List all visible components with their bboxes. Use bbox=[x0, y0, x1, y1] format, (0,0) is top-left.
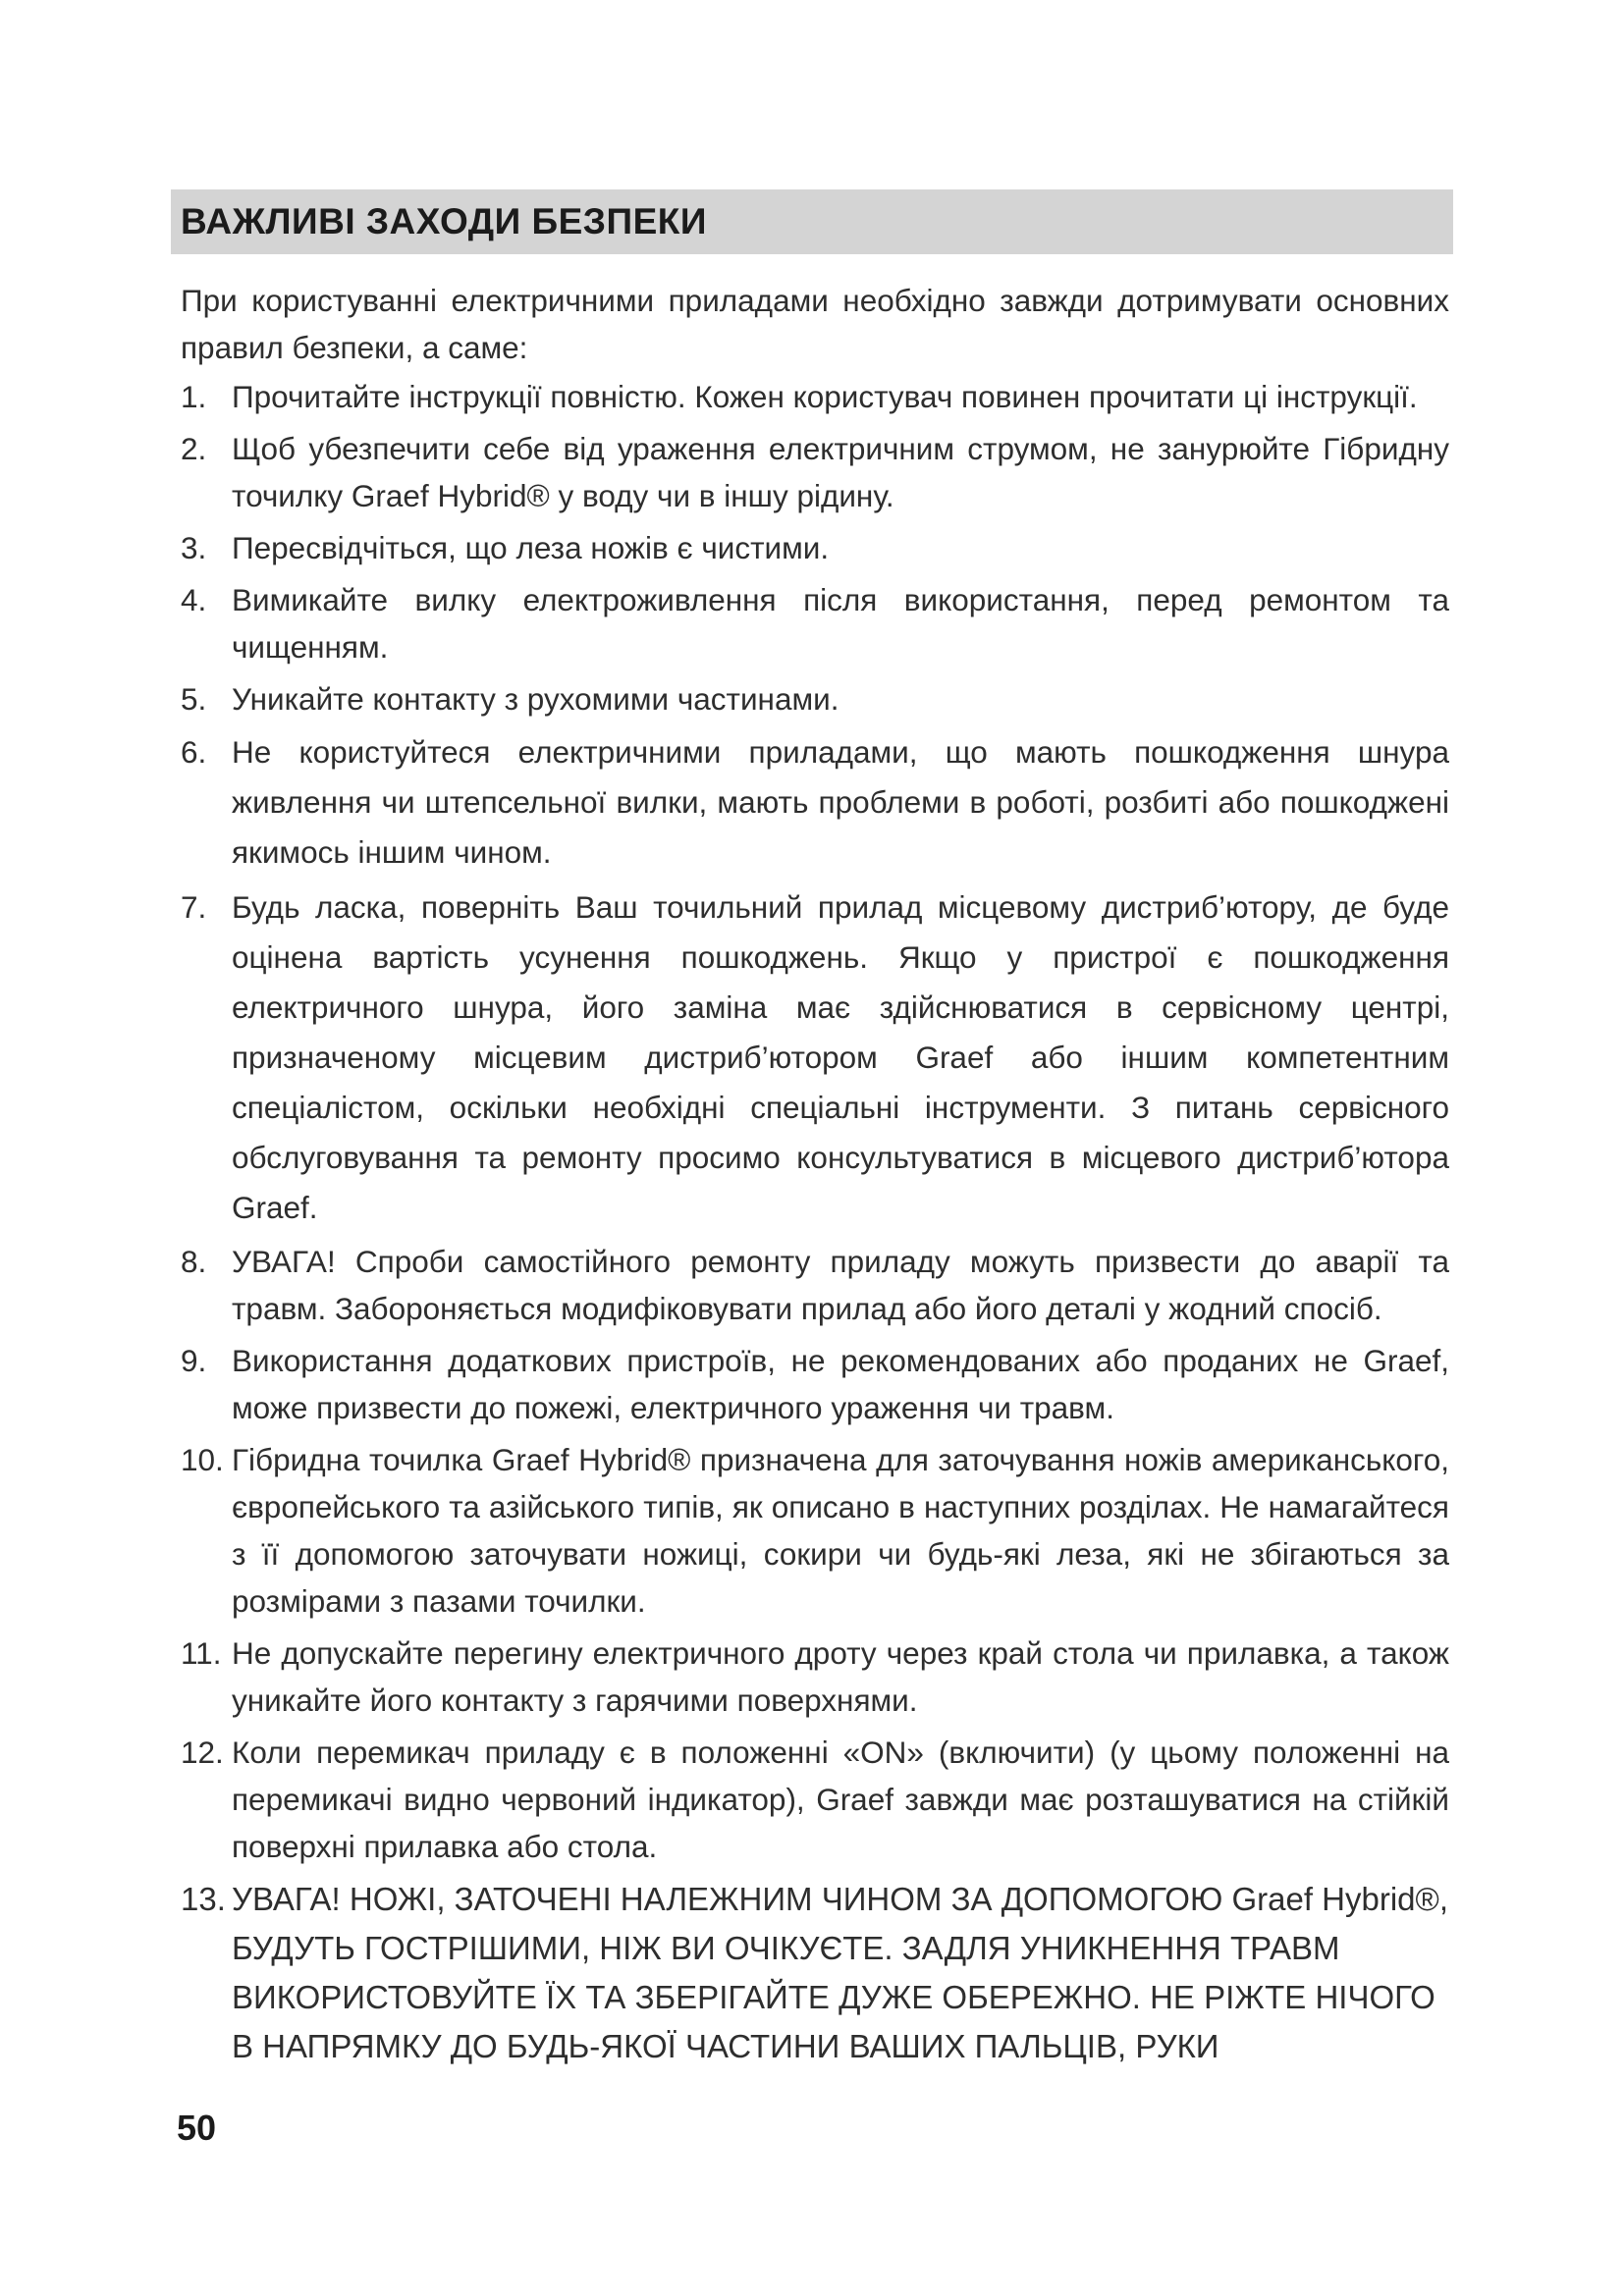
list-item bbox=[181, 576, 1449, 670]
list-item bbox=[181, 1238, 1449, 1332]
item-number: 11. bbox=[181, 1635, 222, 1671]
list-item bbox=[181, 425, 1449, 519]
section-heading-bar bbox=[171, 189, 1453, 254]
list-item bbox=[181, 882, 1449, 1233]
safety-content bbox=[181, 277, 1449, 2076]
list-item bbox=[181, 1337, 1449, 1431]
item-number: 6. bbox=[181, 734, 207, 770]
page-number: 50 bbox=[177, 2108, 217, 2148]
list-item bbox=[181, 675, 1449, 722]
item-text: Не користуйтеся електричними приладами, що мають пошкодження шнура живлення чи штепсельної вилки, мають проблеми в роботі, розбиті або пошкоджені якимось іншим чином. bbox=[232, 734, 1449, 870]
item-number: 5. bbox=[181, 681, 207, 717]
item-number: 12. bbox=[181, 1735, 224, 1770]
safety-rules-list bbox=[181, 373, 1449, 2071]
item-text: Будь ласка, поверніть Ваш точильний прилад місцевому дистриб’ютору, де буде оцінена вартість усунення пошкоджень. Якщо у пристрої є пошкодження електричного шнура, його заміна має здійснюватися в сервісному центрі, призначеному місцевим дистриб’ютором Graef або іншим компетентним спеціалістом, оскільки необхідні спеціальні інструменти. З питань сервісного обслуговування та ремонту просимо консультуватися в місцевого дистриб’ютора Graef. bbox=[232, 889, 1449, 1225]
item-number: 13. bbox=[181, 1881, 226, 1917]
item-text: Не допускайте перегину електричного дроту через край стола чи прилавка, а також уникайте його контакту з гарячими поверхнями. bbox=[232, 1635, 1449, 1718]
item-text: Використання додаткових пристроїв, не рекомендованих або проданих не Graef, може призвести до пожежі, електричного ураження чи травм. bbox=[232, 1343, 1449, 1425]
item-text: Коли перемикач приладу є в положенні «ON» (включити) (у цьому положенні на перемикачі видно червоний індикатор), Graef завжди має розташуватися на стійкій поверхні прилавка або стола. bbox=[232, 1735, 1449, 1864]
item-number: 2. bbox=[181, 431, 207, 466]
item-number: 7. bbox=[181, 889, 207, 925]
item-text: Уникайте контакту з рухомими частинами. bbox=[232, 681, 839, 717]
item-number: 3. bbox=[181, 530, 207, 565]
section-heading: ВАЖЛИВІ ЗАХОДИ БЕЗПЕКИ bbox=[181, 201, 707, 241]
item-number: 1. bbox=[181, 379, 207, 414]
item-text: УВАГА! Спроби самостійного ремонту приладу можуть призвести до аварії та травм. Забороняється модифіковувати прилад або його деталі у жодний спосіб. bbox=[232, 1244, 1449, 1326]
item-text: УВАГА! НОЖІ, ЗАТОЧЕНІ НАЛЕЖНИМ ЧИНОМ ЗА ДОПОМОГОЮ Graef Hybrid®, БУДУТЬ ГОСТРІШИМИ, НІЖ ВИ ОЧІКУЄТЕ. ЗАДЛЯ УНИКНЕННЯ ТРАВМ ВИКОРИСТОВУЙТЕ ЇХ ТА ЗБЕРІГАЙТЕ ДУЖЕ ОБЕРЕЖНО. НЕ РІЖТЕ НІЧОГО В НАПРЯМКУ ДО БУДЬ-ЯКОЇ ЧАСТИНИ ВАШИХ ПАЛЬЦІВ, РУКИ bbox=[232, 1881, 1448, 2064]
item-number: 10. bbox=[181, 1442, 224, 1477]
item-text: Пересвідчіться, що леза ножів є чистими. bbox=[232, 530, 830, 565]
list-item bbox=[181, 1875, 1449, 2071]
item-number: 8. bbox=[181, 1244, 207, 1279]
item-number: 4. bbox=[181, 582, 207, 617]
item-number: 9. bbox=[181, 1343, 207, 1378]
list-item bbox=[181, 373, 1449, 420]
list-item bbox=[181, 727, 1449, 878]
item-text: Щоб убезпечити себе від ураження електричним струмом, не занурюйте Гібридну точилку Graef Hybrid® у воду чи в іншу рідину. bbox=[232, 431, 1449, 513]
intro-paragraph: При користуванні електричними приладами необхідно завжди дотримувати основних правил безпеки, а саме: bbox=[181, 283, 1449, 365]
list-item bbox=[181, 524, 1449, 571]
list-item bbox=[181, 1629, 1449, 1724]
list-item bbox=[181, 1729, 1449, 1870]
item-text: Гібридна точилка Graef Hybrid® призначена для заточування ножів американського, європейського та азійського типів, як описано в наступних розділах. Не намагайтеся з її допомогою заточувати ножиці, сокири чи будь-які леза, які не збігаються за розмірами з пазами точилки. bbox=[232, 1442, 1449, 1619]
list-item bbox=[181, 1436, 1449, 1625]
item-text: Вимикайте вилку електроживлення після використання, перед ремонтом та чищенням. bbox=[232, 582, 1449, 665]
item-text: Прочитайте інструкції повністю. Кожен користувач повинен прочитати ці інструкції. bbox=[232, 379, 1418, 414]
